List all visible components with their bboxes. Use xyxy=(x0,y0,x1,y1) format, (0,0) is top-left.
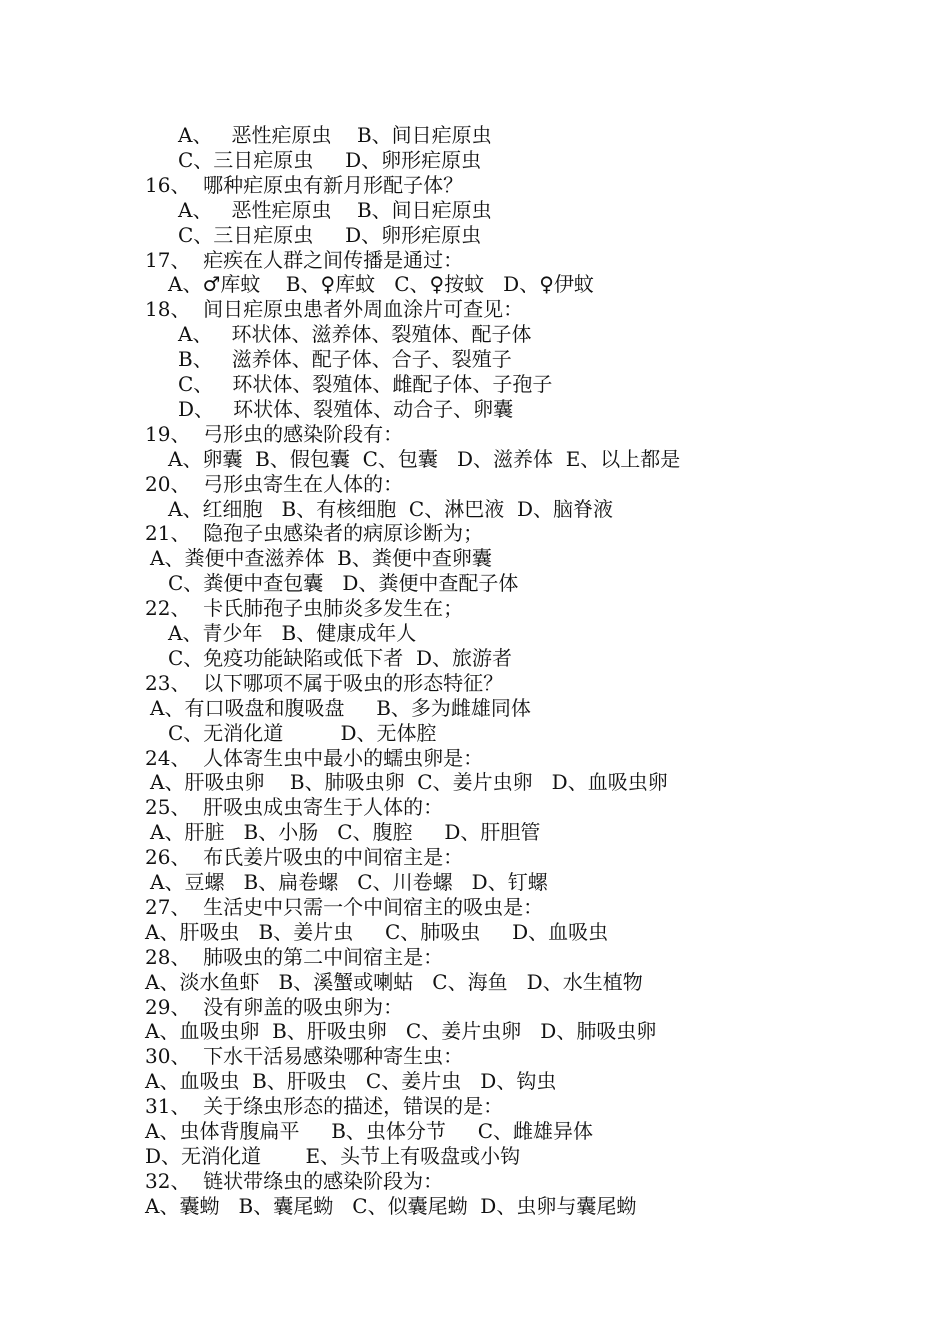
text-line: A、肝吸虫 B、姜片虫 C、肺吸虫 D、血吸虫 xyxy=(145,920,609,944)
text-line: 18、 间日疟原虫患者外周血涂片可查见： xyxy=(145,297,524,321)
text-line: B、 滋养体、配子体、合子、裂殖子 xyxy=(178,347,512,371)
text-line: 16、 哪种疟原虫有新月形配子体？ xyxy=(145,173,464,197)
text-line: C、三日疟原虫 D、卵形疟原虫 xyxy=(178,148,482,172)
text-line: A、粪便中查滋养体 B、粪便中查卵囊 xyxy=(150,546,492,570)
text-line: D、无消化道 E、头节上有吸盘或小钩 xyxy=(145,1144,521,1168)
text-line: 27、 生活史中只需一个中间宿主的吸虫是： xyxy=(145,895,544,919)
text-line: 24、 人体寄生虫中最小的蠕虫卵是： xyxy=(145,746,484,770)
text-line: A、肝脏 B、小肠 C、腹腔 D、肝胆管 xyxy=(150,820,541,844)
text-line: 25、 肝吸虫成虫寄生于人体的： xyxy=(145,795,444,819)
text-line: A、♂库蚊 B、♀库蚊 C、♀按蚊 D、♀伊蚊 xyxy=(168,272,594,296)
text-line: 22、 卡氏肺孢子虫肺炎多发生在； xyxy=(145,596,464,620)
text-line: A、 环状体、滋养体、裂殖体、配子体 xyxy=(178,322,532,346)
text-line: 31、 关于绦虫形态的描述，错误的是： xyxy=(145,1094,504,1118)
text-line: A、血吸虫 B、肝吸虫 C、姜片虫 D、钩虫 xyxy=(145,1069,557,1093)
text-line: A、卵囊 B、假包囊 C、包囊 D、滋养体 E、以上都是 xyxy=(168,447,681,471)
text-line: 26、 布氏姜片吸虫的中间宿主是： xyxy=(145,845,464,869)
text-line: 29、 没有卵盖的吸虫卵为： xyxy=(145,995,404,1019)
text-line: A、囊蚴 B、囊尾蚴 C、似囊尾蚴 D、虫卵与囊尾蚴 xyxy=(145,1194,637,1218)
text-line: A、淡水鱼虾 B、溪蟹或喇蛄 C、海鱼 D、水生植物 xyxy=(145,970,643,994)
text-line: 21、 隐孢子虫感染者的病原诊断为； xyxy=(145,521,484,545)
text-line: C、粪便中查包囊 D、粪便中查配子体 xyxy=(168,571,519,595)
text-line: 28、 肺吸虫的第二中间宿主是： xyxy=(145,945,444,969)
text-line: C、无消化道 D、无体腔 xyxy=(168,721,437,745)
text-line: 20、 弓形虫寄生在人体的： xyxy=(145,472,404,496)
text-line: C、免疫功能缺陷或低下者 D、旅游者 xyxy=(168,646,513,670)
text-line: 32、 链状带绦虫的感染阶段为： xyxy=(145,1169,444,1193)
text-line: A、 恶性疟原虫 B、间日疟原虫 xyxy=(178,123,492,147)
text-line: A、有口吸盘和腹吸盘 B、多为雌雄同体 xyxy=(150,696,531,720)
text-line: C、三日疟原虫 D、卵形疟原虫 xyxy=(178,223,482,247)
text-line: A、血吸虫卵 B、肝吸虫卵 C、姜片虫卵 D、肺吸虫卵 xyxy=(145,1019,657,1043)
text-line: 17、 疟疾在人群之间传播是通过： xyxy=(145,248,464,272)
text-line: 19、 弓形虫的感染阶段有： xyxy=(145,422,404,446)
text-line: A、虫体背腹扁平 B、虫体分节 C、雌雄异体 xyxy=(145,1119,594,1143)
text-line: 30、 下水干活易感染哪种寄生虫： xyxy=(145,1044,464,1068)
text-line: A、豆螺 B、扁卷螺 C、川卷螺 D、钉螺 xyxy=(150,870,548,894)
text-line: A、红细胞 B、有核细胞 C、淋巴液 D、脑脊液 xyxy=(168,497,613,521)
text-line: C、 环状体、裂殖体、雌配子体、子孢子 xyxy=(178,372,553,396)
text-line: A、肝吸虫卵 B、肺吸虫卵 C、姜片虫卵 D、血吸虫卵 xyxy=(150,770,668,794)
text-line: A、 恶性疟原虫 B、间日疟原虫 xyxy=(178,198,492,222)
text-line: D、 环状体、裂殖体、动合子、卵囊 xyxy=(178,397,514,421)
text-line: A、青少年 B、健康成年人 xyxy=(168,621,417,645)
text-line: 23、 以下哪项不属于吸虫的形态特征？ xyxy=(145,671,504,695)
